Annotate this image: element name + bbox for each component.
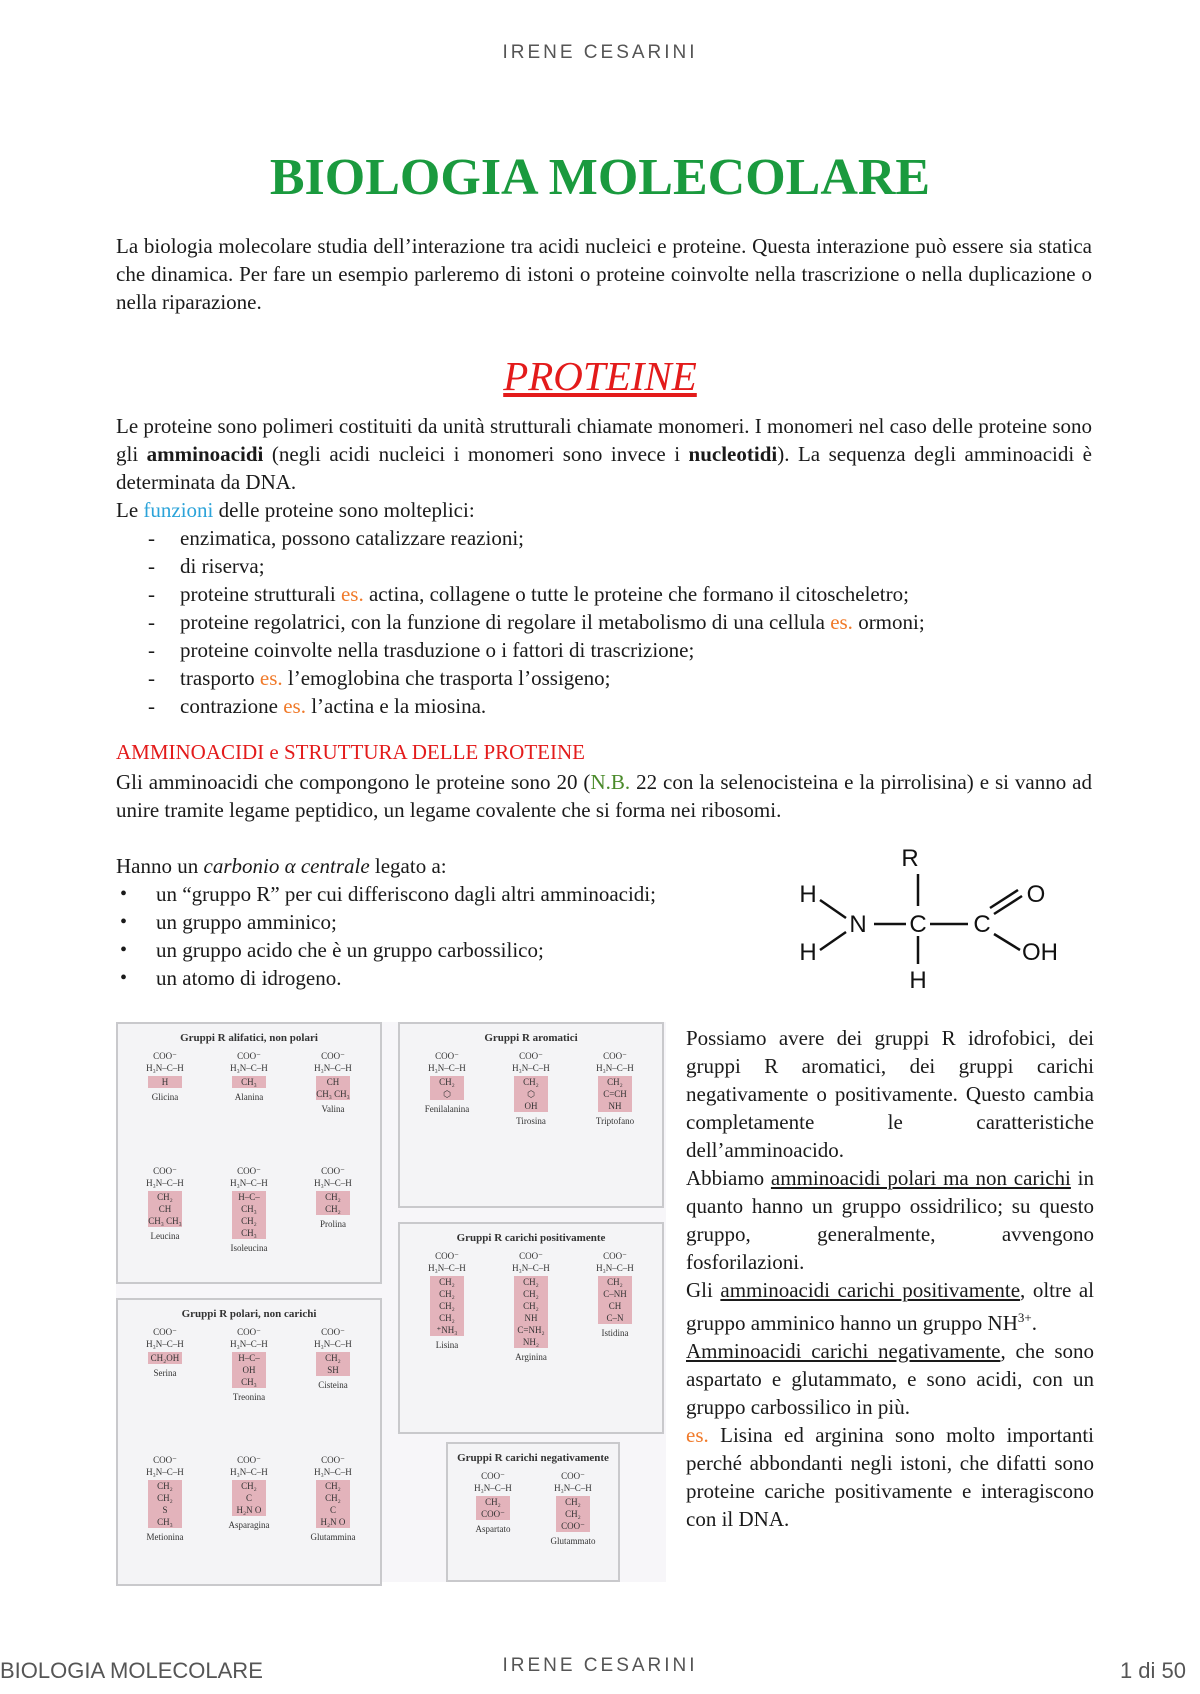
carbon-paragraph: Hanno un carbonio α centrale legato a: [116,854,447,878]
functions-list [140,524,1100,720]
carboxyl-label: COO⁻ [153,1166,177,1176]
amino-acid-name: Arginina [515,1352,547,1362]
r-group: CH₂ CH₂ S CH₃ [148,1480,182,1528]
backbone-label: H₃N–C–H [146,1339,184,1349]
list-item: • un “gruppo R” per cui differiscono dagli altri amminoacidi; [116,880,736,908]
amino-acid [496,1250,566,1362]
amino-acid-name: Alanina [234,1092,264,1102]
r-group: CH₂ C–NH CH C–N [598,1276,632,1324]
list-item: - trasporto es. l’emoglobina che trasporta l’ossigeno; [140,664,1100,692]
amino-acid [214,1326,284,1402]
amino-acid-name: Valina [321,1104,345,1114]
list-item: - di riserva; [140,552,1100,580]
intro-paragraph: La biologia molecolare studia dell’interazione tra acidi nucleici e proteine. Questa interazione può essere sia statica che dinamica. Per fare un esempio parleremo di istoni o proteine coinvolte nella trascrizione o nella duplicazione o nella riparazione. [116,234,1092,314]
r-group: CH₂OH [148,1352,182,1364]
carboxyl-label: COO⁻ [481,1471,505,1481]
figure-panel [446,1442,620,1582]
amino-acid-name: Glicina [151,1092,179,1102]
n-label: N [849,911,867,938]
backbone-label: H₃N–C–H [512,1263,550,1273]
backbone-label: H₃N–C–H [474,1483,512,1493]
functions-intro: Le funzioni delle proteine sono molteplici: [116,498,475,522]
amino-acid-name: Cisteina [318,1380,348,1390]
carboxyl-label: COO⁻ [435,1051,459,1061]
figure-panel-title: Gruppi R carichi negativamente [457,1452,609,1464]
proteins-paragraph: Le proteine sono polimeri costituiti da unità strutturali chiamate monomeri. I monomeri nel caso delle proteine sono gli amminoacidi (negli acidi nucleici i monomeri sono invece i nucleotidi). La sequenza degli amminoacidi è determinata da DNA. [116,414,1092,494]
r-group: CH₂ ⬡ OH [514,1076,548,1112]
r-group: CH CH₃ CH₃ [316,1077,350,1099]
r-group: CH₂ CH₂ CH₂ NH C=NH₂ NH₂ [514,1276,548,1348]
subheading: AMMINOACIDI e STRUTTURA DELLE PROTEINE [116,740,585,764]
amino-acid [580,1250,650,1338]
r-groups-paragraph: Possiamo avere dei gruppi R idrofobici, dei gruppi R aromatici, dei gruppi carichi negativamente o positivamente. Questo cambia completamente le caratteristiche dell’amminoacido. Abbiamo amminoacidi polari ma non carichi in quanto hanno un gruppo ossidrilico; su questo gruppo, generalmente, avvengono fosforilazioni. Gli amminoacidi carichi positivamente, oltre al gruppo amminico hanno un gruppo $NH^{3+}$. Amminoacidi carichi negativamente, che sono aspartato e glutammato, e sono acidi, con un gruppo carbossilico in più. es. Lisina ed arginina sono molto importanti perché abbondanti negli istoni, che difatti sono proteine cariche positivamente e interagiscono con il DNA. [686,1026,1094,1531]
amino-acid [130,1050,200,1102]
amino-acid [130,1165,200,1241]
h-label: H [799,939,817,966]
carboxyl-label: COO⁻ [519,1251,543,1261]
amino-acid [412,1250,482,1350]
backbone-label: H₃N–C–H [428,1063,466,1073]
backbone-label: H₃N–C–H [314,1467,352,1477]
r-group: CH₂ C H₂N O [232,1480,266,1516]
amino-acid [130,1326,200,1378]
figure-panel-title: Gruppi R aromatici [484,1032,578,1044]
amino-acid-name: Tirosina [516,1116,546,1126]
carboxyl-label: COO⁻ [321,1051,345,1061]
amino-acid [214,1454,284,1530]
amino-acid [538,1470,608,1546]
amino-acid-structure [790,840,1090,1000]
backbone-label: H₃N–C–H [230,1467,268,1477]
amino-acid-name: Treonina [232,1392,266,1402]
carboxyl-label: COO⁻ [561,1471,585,1481]
r-group: CH₃ [232,1076,266,1088]
r-group: CH₂ CH CH₃ CH₃ [148,1192,182,1226]
amino-acid [580,1050,650,1126]
amino-acid [496,1050,566,1126]
backbone-label: H₃N–C–H [512,1063,550,1073]
amino-acid [214,1165,284,1253]
carboxyl-label: COO⁻ [519,1051,543,1061]
amino-acid-name: Metionina [146,1532,184,1542]
carboxyl-label: COO⁻ [237,1327,261,1337]
carboxyl-label: COO⁻ [153,1455,177,1465]
c-label: C [973,911,991,938]
carboxyl-label: COO⁻ [321,1327,345,1337]
h-label: H [799,881,817,908]
r-group: CH₂ COO⁻ [476,1496,510,1520]
amino-acid-name: Asparagina [228,1520,270,1530]
r-group: H–C–OH CH₃ [232,1352,266,1388]
r-group: CH₂ CH₂ C H₂N O [316,1480,350,1528]
backbone-label: H₃N–C–H [230,1178,268,1188]
amino-acid-name: Glutammina [310,1532,356,1542]
amino-acid-name: Prolina [320,1219,346,1229]
c-label: C [909,911,927,938]
r-group: CH₂ CH₂ [316,1191,350,1215]
footer-title: BIOLOGIA MOLECOLARE [0,1658,263,1683]
amino-acid [298,1326,368,1390]
amino-acids-paragraph: Gli amminoacidi che compongono le proteine sono 20 (N.B. 22 con la selenocisteina e la pirrolisina) e si vanno ad unire tramite legame peptidico, un legame covalente che si forma nei ribosomi. [116,770,1093,822]
r-group: CH₂ C=CH NH [598,1076,632,1112]
amino-acid-name: Isoleucina [230,1243,268,1253]
figure-panel-title: Gruppi R alifatici, non polari [180,1032,318,1044]
amino-acid [412,1050,482,1114]
r-group: CH₂ CH₂ CH₂ CH₂ ⁺NH₃ [430,1276,464,1336]
list-item: - proteine regolatrici, con la funzione di regolare il metabolismo di una cellula es. ormoni; [140,608,1100,636]
backbone-label: H₃N–C–H [230,1063,268,1073]
amino-acid-name: Aspartato [475,1524,511,1534]
backbone-label: H₃N–C–H [554,1483,592,1493]
amino-acids-figure [116,1022,666,1582]
amino-acid [458,1470,528,1534]
list-item: - proteine coinvolte nella trasduzione o i fattori di trascrizione; [140,636,1100,664]
carboxyl-label: COO⁻ [153,1327,177,1337]
amino-acid [298,1454,368,1542]
figure-panel-title: Gruppi R polari, non carichi [181,1308,317,1320]
bonds-list [116,880,736,992]
footer-author: IRENE CESARINI [502,1655,698,1676]
carboxyl-label: COO⁻ [237,1455,261,1465]
carboxyl-label: COO⁻ [237,1051,261,1061]
backbone-label: H₃N–C–H [314,1339,352,1349]
carboxyl-label: COO⁻ [321,1455,345,1465]
backbone-label: H₃N–C–H [314,1063,352,1073]
carboxyl-label: COO⁻ [237,1166,261,1176]
r-group: H–C–CH₃ CH₂ CH₃ [232,1191,266,1239]
carboxyl-label: COO⁻ [603,1251,627,1261]
footer-page-number: 1 di 50 [1119,1658,1186,1683]
figure-panel [398,1022,664,1208]
list-item: - proteine strutturali es. actina, collagene o tutte le proteine che formano il citoscheletro; [140,580,1100,608]
backbone-label: H₃N–C–H [596,1063,634,1073]
backbone-label: H₃N–C–H [596,1263,634,1273]
carboxyl-label: COO⁻ [603,1051,627,1061]
backbone-label: H₃N–C–H [146,1178,184,1188]
carboxyl-label: COO⁻ [321,1166,345,1176]
page-title: BIOLOGIA MOLECOLARE [269,149,931,206]
section-title: PROTEINE [503,353,697,399]
amino-acid-name: Serina [153,1368,177,1378]
figure-panel-title: Gruppi R carichi positivamente [456,1232,606,1244]
r-group: CH₂ SH [316,1352,350,1376]
r-group: CH₂ ⬡ [430,1076,464,1100]
backbone-label: H₃N–C–H [314,1178,352,1188]
o-label: O [1026,881,1046,908]
backbone-label: H₃N–C–H [146,1467,184,1477]
backbone-label: H₃N–C–H [146,1063,184,1073]
amino-acid-name: Istidina [601,1328,629,1338]
amino-acid [298,1050,368,1114]
r-label: R [901,845,919,872]
h-label: H [909,967,927,994]
backbone-label: H₃N–C–H [428,1263,466,1273]
amino-acid-name: Leucina [150,1231,180,1241]
carboxyl-label: COO⁻ [153,1051,177,1061]
backbone-label: H₃N–C–H [230,1339,268,1349]
figure-panel [116,1298,382,1586]
list-item: - contrazione es. l’actina e la miosina. [140,692,1100,720]
list-item: • un gruppo acido che è un gruppo carbossilico; [116,936,736,964]
amino-acid-name: Glutammato [550,1536,596,1546]
list-item: • un atomo di idrogeno. [116,964,736,992]
figure-panel [116,1022,382,1284]
r-group: CH₂ CH₂ COO⁻ [556,1496,590,1532]
r-group: H [148,1076,182,1088]
page-header: IRENE CESARINI [502,42,698,63]
figure-panel [398,1222,664,1434]
list-item: - enzimatica, possono catalizzare reazioni; [140,524,1100,552]
amino-acid [214,1050,284,1102]
amino-acid-name: Lisina [435,1340,459,1350]
carboxyl-label: COO⁻ [435,1251,459,1261]
list-item: • un gruppo amminico; [116,908,736,936]
amino-acid [298,1165,368,1229]
amino-acid-name: Fenilalanina [424,1104,470,1114]
oh-label: OH [1022,939,1058,966]
amino-acid-name: Triptofano [595,1116,635,1126]
amino-acid [130,1454,200,1542]
